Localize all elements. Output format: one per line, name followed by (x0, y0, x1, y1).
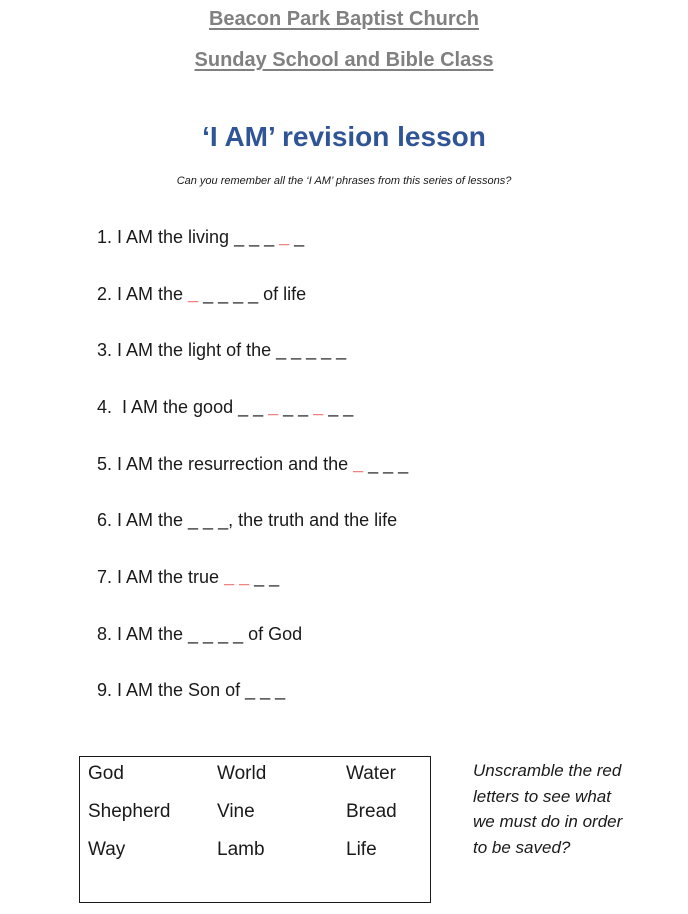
question-line (97, 454, 408, 475)
class-name-heading: Sunday School and Bible Class (194, 49, 494, 71)
question-text: 2. I AM the (97, 284, 189, 304)
question-text: 9. I AM the Son of _ _ _ (97, 680, 286, 700)
red-letter-blank: _ (268, 397, 279, 417)
question-text: 8. I AM the _ _ _ _ of God (97, 624, 303, 644)
question-text: 6. I AM the _ _ _, the truth and the life (97, 510, 398, 530)
question-line (97, 624, 302, 645)
word-bank-item: Vine (217, 801, 255, 822)
question-text: _ _ (249, 567, 280, 587)
question-line (97, 284, 306, 305)
question-line (97, 340, 346, 361)
question-text: _ (289, 227, 305, 247)
red-letter-blank: _ _ (224, 567, 250, 587)
church-name-heading: Beacon Park Baptist Church (208, 8, 480, 30)
word-bank-item: Lamb (217, 839, 265, 860)
word-bank-item: God (88, 763, 124, 784)
word-bank-item: World (217, 763, 267, 784)
word-bank-item: Shepherd (88, 801, 171, 822)
question-text: _ _ _ (234, 227, 280, 247)
question-text: _ _ _ (363, 454, 409, 474)
question-line (97, 567, 279, 588)
question-line (97, 397, 353, 418)
question-text: 4. I AM the good _ _ (97, 397, 269, 417)
question-text: _ _ (323, 397, 354, 417)
instruction-text: Unscramble the red letters to see what we must do in order to be saved? (473, 761, 623, 857)
red-letter-blank: _ (353, 454, 364, 474)
question-line (97, 680, 285, 701)
word-bank-item: Life (346, 839, 377, 860)
word-bank-item: Way (88, 839, 126, 860)
red-letter-blank: _ (279, 227, 290, 247)
page-subtitle: Can you remember all the ‘I AM’ phrases from this series of lessons? (176, 175, 512, 187)
question-line (97, 510, 397, 531)
word-bank-item: Water (346, 763, 396, 784)
question-text: 5. I AM the resurrection and the (97, 454, 354, 474)
question-text: 7. I AM the true (97, 567, 225, 587)
word-bank-box (79, 756, 431, 903)
word-bank-item: Bread (346, 801, 397, 822)
question-line (97, 227, 304, 248)
question-text: _ _ (278, 397, 314, 417)
question-text: 1. I AM the living (97, 227, 235, 247)
red-letter-blank: _ (188, 284, 199, 304)
page-title: ‘I AM’ revision lesson (202, 121, 486, 152)
red-letter-blank: _ (313, 397, 324, 417)
question-text: _ _ _ _ of life (198, 284, 307, 304)
question-text: 3. I AM the light of the _ _ _ _ _ (97, 340, 347, 360)
